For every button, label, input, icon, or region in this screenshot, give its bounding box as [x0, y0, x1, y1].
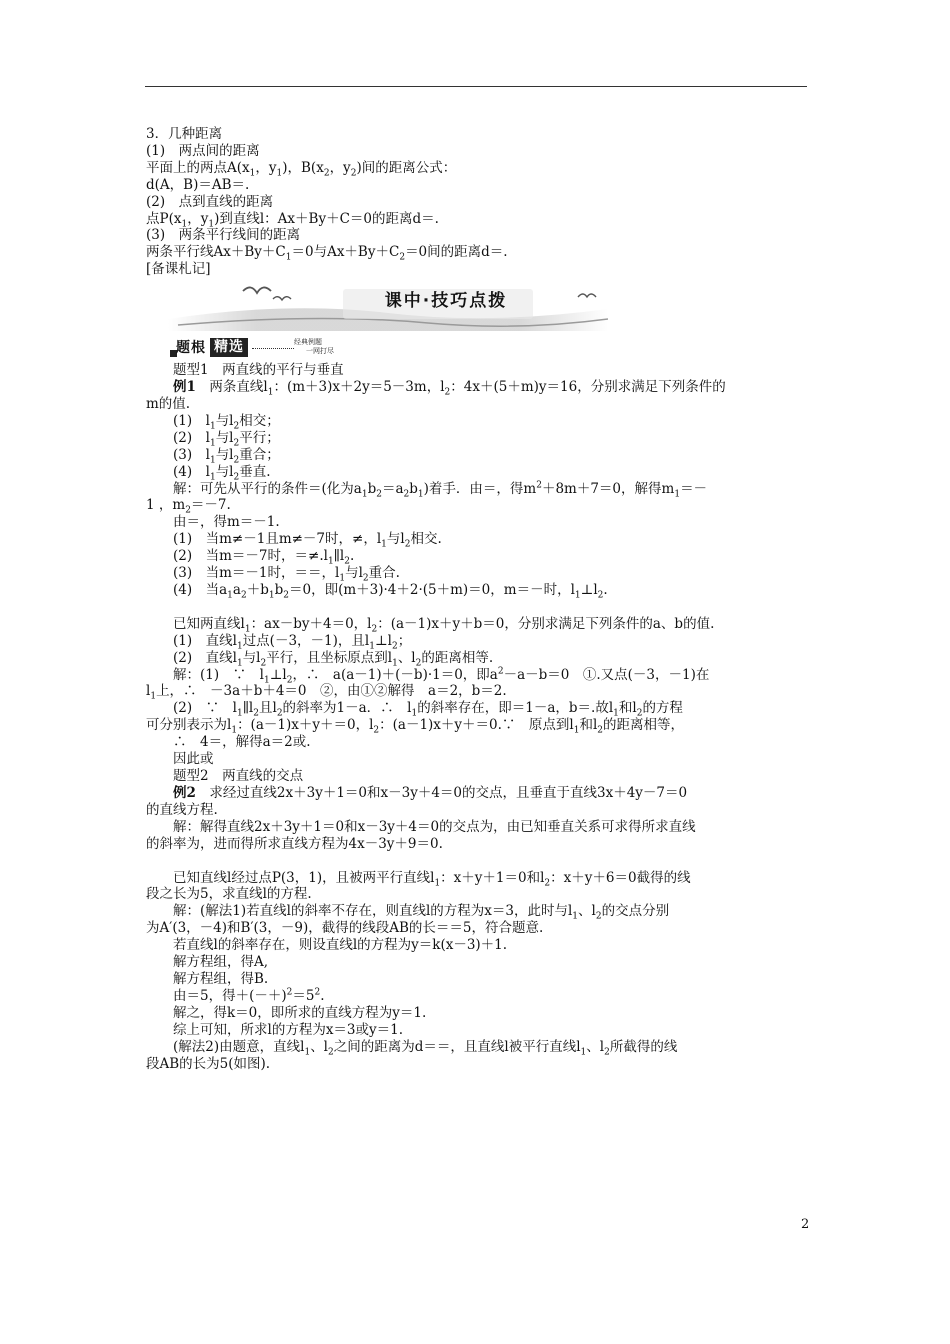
- spacer: [146, 599, 810, 616]
- bird-icon: [243, 288, 271, 294]
- text-line: 点$P(x_1$，$y_1$)到直线l：Ax＋By＋C＝0的距离d＝.: [146, 210, 439, 230]
- text-line: 因此或: [173, 751, 214, 768]
- tag-sub: 经典例题: [294, 338, 322, 347]
- text-line: 1 ，$m_2=-7$.: [146, 497, 231, 517]
- tag-sub: 一网打尽: [306, 347, 334, 356]
- section-tag: [146, 338, 810, 362]
- text-line: (1) 直线$l_1$过点(－3，－1)，且$l_1\perp l_2$；: [173, 632, 412, 652]
- text-line: 解方程组，得A,: [173, 954, 269, 971]
- header-rule: [145, 86, 807, 87]
- text-line: 综上可知，所求l的方程为x＝3或y＝1.: [173, 1021, 404, 1038]
- tag-label-inverse: 精选: [210, 338, 248, 357]
- bird-icon: [578, 294, 596, 297]
- text-line: (2) 当m＝－7时，$=\ne.l_1\parallel l_2$.: [173, 548, 355, 567]
- text-line: 解：(1) ∵ $l_1\perp l_2$，∴ a(a－1)＋(－b)·1＝0，即$a^2-a-b=0$ ①.又点(－3，－1)在: [173, 666, 710, 686]
- banner-title: 课中·技巧点拨: [384, 291, 508, 312]
- text-line: 解方程组，得B.: [173, 970, 269, 987]
- text-line: 的斜率为，进而得所求直线方程为4x－3y＋9＝0.: [146, 835, 443, 852]
- text-line: (2) ∵ $l_1\parallel l_2$且$l_2$的斜率为1－a．∴ $l_1$的斜率存在，即＝1－a，b＝.故$l_1$和$l_2$的方程: [173, 700, 683, 720]
- text-line: 段之长为5，求直线l的方程.: [146, 886, 312, 903]
- text-line: (4) 当$a_1a_2+b_1b_2=0$，即(m＋3)·4＋2·(5＋m)＝0，m＝－时，$l_1\perp l_2$.: [173, 581, 608, 601]
- text-line: (3) 两条平行线间的距离: [146, 227, 301, 244]
- text-line: (3) 当m＝－1时，＝＝，$l_1$与$l_2$重合.: [173, 565, 400, 584]
- section-banner: [146, 279, 810, 335]
- text-line: (1) $l_1$与$l_2$相交；: [173, 412, 280, 432]
- text-line: 解：可先从平行的条件＝(化为$a_1b_2=a_2b_1$)着手．由＝，得$m^2+8m+7=0$，解得$m_1=-$: [173, 480, 708, 500]
- example-line: 例2 求经过直线2x＋3y＋1＝0和x－3y＋4＝0的交点，且垂直于直线3x＋4y－7＝0: [173, 784, 688, 801]
- text-line: (解法2)由题意，直线$l_1$、$l_2$之间的距离为d＝＝，且直线l被平行直线$l_1$、$l_2$所截得的线: [173, 1038, 678, 1058]
- text-line: 两条平行线$Ax+By+C_1=0$与$Ax+By+C_2=0$间的距离d＝.: [146, 244, 508, 264]
- text-line: (2) $l_1$与$l_2$平行；: [173, 429, 280, 449]
- text-line: d(A，B)＝AB＝.: [146, 176, 250, 193]
- text-line: 段AB的长为5(如图).: [146, 1055, 271, 1072]
- text-line: (1) 两点间的距离: [146, 142, 260, 159]
- text-line: 解：(解法1)若直线l的斜率不存在，则直线l的方程为x＝3，此时与$l_1$、$l_2$的交点分别: [173, 903, 670, 923]
- text-line: (2) 直线$l_1$与$l_2$平行，且坐标原点到$l_1$、$l_2$的距离相等.: [173, 649, 494, 669]
- page-number: 2: [801, 1217, 810, 1232]
- text-line: 解之，得k＝0，即所求的直线方程为y＝1.: [173, 1004, 427, 1021]
- text-line: (1) 当m≠－1且m≠－7时，≠，$l_1$与$l_2$相交.: [173, 531, 442, 550]
- text-line: 为A′(3，－4)和B′(3，－9)，截得的线段AB的长＝＝5，符合题意.: [146, 920, 544, 937]
- text-line: 3．几种距离: [146, 126, 223, 142]
- text-line: ∴ 4＝，解得a＝2或.: [173, 734, 311, 751]
- example-label: 例1: [173, 379, 196, 396]
- text-line: 可分别表示为$l_1$：(a－1)x＋y＋＝0，$l_2$：(a－1)x＋y＋＝0.∵ 原点到$l_1$和$l_2$的距离相等，: [146, 717, 685, 736]
- dotted-leader: [252, 348, 294, 349]
- text-line: $l_1$上，∴ －3a＋b＋4＝0 ②，由①②解得 a＝2，b＝2.: [146, 683, 507, 703]
- section-heading: 题型1 两直线的平行与垂直: [173, 362, 344, 379]
- text-line: 若直线l的斜率存在，则设直线l的方程为y＝k(x－3)＋1.: [173, 937, 508, 954]
- text-line: 解：解得直线2x＋3y＋1＝0和x－3y＋4＝0的交点为，由已知垂直关系可求得所求直线: [173, 818, 696, 835]
- text-line: 已知两直线$l_1$：ax－by＋4＝0，$l_2$：(a－1)x＋y＋b＝0，分别求满足下列条件的a、b的值.: [173, 615, 715, 635]
- spacer: [146, 853, 810, 870]
- example-line: 例1 两条直线$l_1$：(m＋3)x＋2y＝5－3m，$l_2$：4x＋(5＋m)y＝16，分别求满足下列条件的: [173, 379, 726, 398]
- text-line: [备课札记]: [146, 261, 211, 278]
- text-line: 已知直线l经过点P(3，1)，且被两平行直线$l_1$：x＋y＋1＝0和$l_2$：x＋y＋6＝0截得的线: [173, 869, 691, 889]
- page-content: [146, 126, 810, 1072]
- text-line: 平面上的两点$A(x_1$，$y_1$)，$B(x_2$，$y_2$)间的距离公式：: [146, 159, 457, 179]
- bird-icon: [273, 297, 291, 300]
- example-label: 例2: [173, 784, 196, 801]
- tag-label: 题根: [176, 340, 206, 357]
- text-line: (2) 点到直线的距离: [146, 193, 274, 210]
- text-line: 由＝，得m＝－1.: [173, 514, 280, 531]
- section-heading: 题型2 两直线的交点: [173, 768, 304, 784]
- text-line: 的直线方程.: [146, 801, 218, 818]
- text-line: m的值.: [146, 395, 191, 412]
- text-line: 由＝5，得$+(-+)^2=5^2$.: [173, 987, 325, 1004]
- text-line: (4) $l_1$与$l_2$垂直.: [173, 463, 271, 483]
- text-line: (3) $l_1$与$l_2$重合；: [173, 446, 280, 466]
